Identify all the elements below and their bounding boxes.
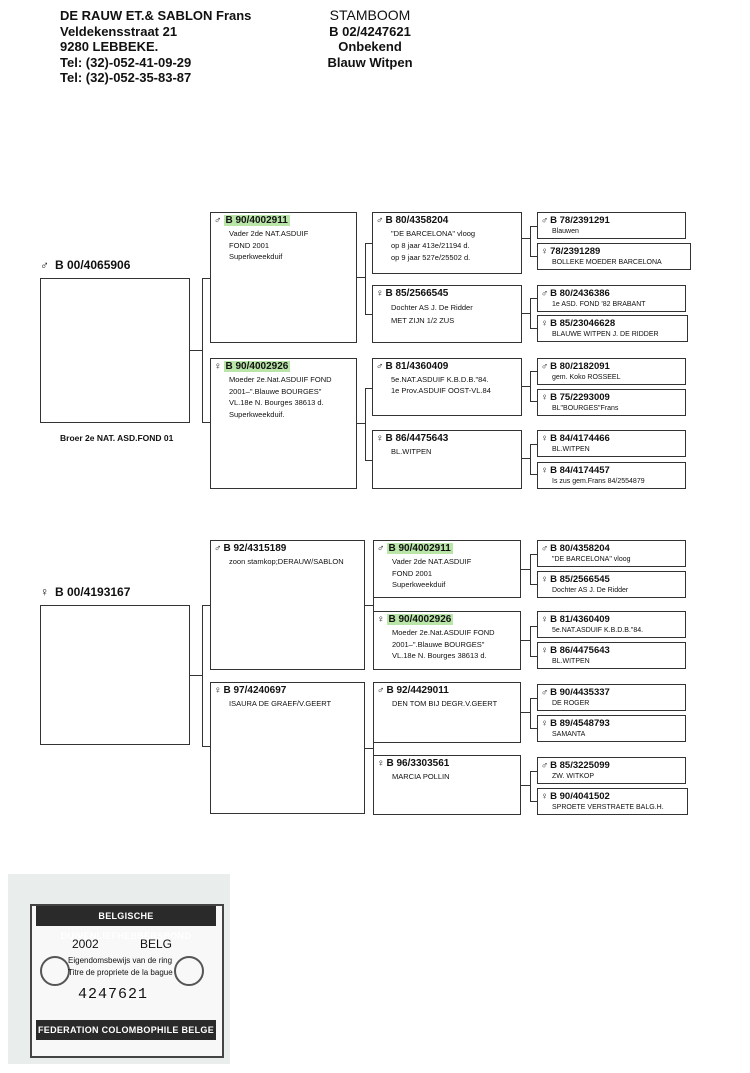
owner-street: Veldekensstraat 21 bbox=[60, 23, 178, 39]
male-icon: ♂ bbox=[376, 215, 384, 226]
female-icon: ♀ bbox=[541, 574, 549, 585]
sire-fmm-box bbox=[537, 315, 688, 342]
dam-ff-box bbox=[373, 540, 521, 598]
desc-line: VL.18e N. Bourges 38613 d. bbox=[392, 651, 487, 660]
sire-mmf-box bbox=[537, 430, 686, 457]
ring-number: B 78/2391291 bbox=[550, 215, 610, 226]
desc-line: Moeder 2e.Nat.ASDUIF FOND bbox=[229, 375, 332, 384]
ring-number: B 86/4475643 bbox=[385, 433, 449, 444]
sire-fm-box bbox=[372, 285, 522, 343]
desc-line: Moeder 2e.Nat.ASDUIF FOND bbox=[392, 628, 495, 637]
sire-heading bbox=[40, 258, 130, 272]
owner-city: 9280 LEBBEKE. bbox=[60, 39, 159, 54]
ring-number: B 85/2566545 bbox=[385, 288, 449, 299]
desc-line: "DE BARCELONA" vloog bbox=[391, 229, 476, 238]
desc-line: 1e Prov.ASDUIF OOST-VL.84 bbox=[391, 386, 491, 395]
female-icon: ♀ bbox=[214, 685, 222, 696]
ring-number: B 90/4002911 bbox=[388, 543, 451, 554]
desc-line: ISAURA DE GRAEF/V.GEERT bbox=[229, 699, 332, 708]
male-icon: ♂ bbox=[376, 361, 384, 372]
ring-number: B 92/4429011 bbox=[386, 685, 449, 696]
desc-line: 1e ASD. FOND '82 BRABANT bbox=[552, 301, 646, 308]
ring-number: B 90/4002911 bbox=[225, 215, 288, 226]
sire-photo-frame bbox=[40, 278, 190, 423]
dam-fm-box bbox=[373, 611, 521, 670]
sire-mf-box bbox=[372, 358, 522, 416]
desc-line: FOND 2001 bbox=[229, 240, 270, 250]
ring-number: B 90/4041502 bbox=[550, 791, 610, 802]
desc-line: "DE BARCELONA" vloog bbox=[552, 556, 631, 563]
card-line-nl: Eigendomsbewijs van de ring bbox=[68, 956, 173, 965]
female-icon: ♀ bbox=[541, 645, 549, 656]
desc-line: BL"BOURGES"Frans bbox=[552, 405, 619, 412]
desc-line: BL.WITPEN bbox=[552, 446, 590, 453]
male-icon: ♂ bbox=[377, 543, 385, 554]
dam-ffm-box bbox=[537, 571, 686, 598]
ring-number: B 85/23046628 bbox=[550, 318, 616, 329]
male-icon: ♂ bbox=[541, 361, 549, 372]
desc-line: Superkweekduif. bbox=[229, 409, 285, 419]
female-icon: ♀ bbox=[541, 718, 549, 729]
female-icon: ♀ bbox=[541, 465, 549, 476]
dam-mmm-box bbox=[537, 788, 688, 815]
owner-name: DE RAUW ET.& SABLON Frans bbox=[60, 8, 252, 23]
desc-line: ZW. WITKOP bbox=[552, 773, 594, 780]
ring-number: B 97/4240697 bbox=[223, 685, 287, 696]
desc-line: VL.18e N. Bourges 38613 d. bbox=[229, 398, 324, 407]
ring-number: B 80/2182091 bbox=[550, 361, 610, 372]
desc-line: FOND 2001 bbox=[392, 568, 433, 578]
male-icon: ♂ bbox=[541, 215, 549, 226]
dam-mfm-box bbox=[537, 715, 686, 742]
female-icon: ♀ bbox=[541, 318, 549, 329]
ring-number: B 92/4315189 bbox=[223, 543, 287, 554]
dam-heading bbox=[40, 585, 130, 599]
ring-number: B 96/3303561 bbox=[386, 758, 450, 769]
sire-fmf-box bbox=[537, 285, 686, 312]
dam-fmf-box bbox=[537, 611, 686, 638]
ring-number: B 90/4435337 bbox=[550, 687, 610, 698]
card-country: BELG bbox=[140, 937, 173, 951]
desc-line: 5e.NAT.ASDUIF K.B.D.B."84. bbox=[552, 627, 644, 634]
desc-line: 5e.NAT.ASDUIF K.B.D.B."84. bbox=[391, 375, 489, 384]
male-icon: ♂ bbox=[541, 543, 549, 554]
crown-emblem-icon bbox=[174, 956, 204, 986]
ring-number: B 81/4360409 bbox=[550, 614, 610, 625]
dam-mm-box bbox=[373, 755, 521, 815]
desc-line: BLAUWE WITPEN J. DE RIDDER bbox=[552, 331, 659, 338]
subject-name: Onbekend bbox=[338, 39, 402, 54]
ring-number: B 80/2436386 bbox=[550, 288, 610, 299]
desc-line: MARCIA POLLIN bbox=[392, 772, 450, 781]
sire-caption: Broer 2e NAT. ASD.FOND 01 bbox=[60, 433, 174, 443]
female-icon: ♀ bbox=[376, 433, 384, 444]
sire-ffm-box bbox=[537, 243, 691, 270]
desc-line: MET ZIJN 1/2 ZUS bbox=[391, 316, 455, 325]
desc-line: DEN TOM BIJ DEGR.V.GEERT bbox=[392, 699, 498, 708]
male-icon: ♂ bbox=[541, 760, 549, 771]
male-icon: ♂ bbox=[214, 215, 222, 226]
ring-number: B 85/3225099 bbox=[550, 760, 610, 771]
desc-line: SAMANTA bbox=[552, 731, 586, 738]
subject-color: Blauw Witpen bbox=[327, 54, 413, 70]
dam-mother-box bbox=[210, 682, 365, 814]
male-icon: ♂ bbox=[541, 687, 549, 698]
ring-number: B 84/4174466 bbox=[550, 433, 610, 444]
sire-mff-box bbox=[537, 358, 686, 385]
female-icon: ♀ bbox=[541, 433, 549, 444]
male-icon: ♂ bbox=[377, 685, 385, 696]
sire-father-box bbox=[210, 212, 357, 343]
female-icon: ♀ bbox=[541, 614, 549, 625]
dam-photo-frame bbox=[40, 605, 190, 745]
dam-fff-box bbox=[537, 540, 686, 567]
ring-number: B 81/4360409 bbox=[385, 361, 449, 372]
sire-ring: B 00/4065906 bbox=[55, 258, 131, 272]
female-icon: ♀ bbox=[377, 614, 385, 625]
desc-line: Blauwen bbox=[552, 228, 579, 235]
dam-mf-box bbox=[373, 682, 521, 743]
ring-number: B 86/4475643 bbox=[550, 645, 610, 656]
male-icon: ♂ bbox=[214, 543, 222, 554]
desc-line: Vader 2de NAT.ASDUIF bbox=[392, 557, 472, 566]
female-icon: ♀ bbox=[541, 246, 549, 257]
desc-line: 2001–".Blauwe BOURGES" bbox=[229, 386, 322, 396]
card-line-fr: Titre de propriete de la bague bbox=[68, 968, 173, 977]
ring-number: 78/2391289 bbox=[550, 246, 601, 257]
sire-ff-box bbox=[372, 212, 522, 274]
dam-mff-box bbox=[537, 684, 686, 711]
ring-number: B 84/4174457 bbox=[550, 465, 610, 476]
ring-number: B 89/4548793 bbox=[550, 718, 610, 729]
desc-line: zoon stamkop;DERAUW/SABLON bbox=[229, 557, 344, 566]
ring-number: B 80/4358204 bbox=[550, 543, 610, 554]
owner-phone-1: Tel: (32)-052-41-09-29 bbox=[60, 54, 192, 70]
ring-number: B 90/4002926 bbox=[225, 361, 289, 372]
sire-mfm-box bbox=[537, 389, 686, 416]
desc-line: BL.WITPEN bbox=[391, 447, 432, 456]
desc-line: op 9 jaar 527e/25502 d. bbox=[391, 253, 471, 262]
card-ring-number: 4247621 bbox=[78, 986, 149, 1003]
desc-line: gem. Koko ROSSEEL bbox=[552, 374, 621, 381]
female-icon: ♀ bbox=[376, 288, 384, 299]
male-icon: ♂ bbox=[541, 288, 549, 299]
desc-line: BL.WITPEN bbox=[552, 658, 590, 665]
dam-fmm-box bbox=[537, 642, 686, 669]
female-icon: ♀ bbox=[214, 361, 222, 372]
desc-line: BOLLEKE MOEDER BARCELONA bbox=[552, 259, 662, 266]
desc-line: SPROETE VERSTRAETE BALG.H. bbox=[552, 804, 664, 811]
ring-number: B 90/4002926 bbox=[388, 614, 452, 625]
desc-line: Superkweekduif bbox=[229, 252, 283, 261]
dam-father-box bbox=[210, 540, 365, 670]
dam-ring: B 00/4193167 bbox=[55, 585, 131, 599]
desc-line: 2001–".Blauwe BOURGES" bbox=[392, 639, 485, 649]
female-icon: ♀ bbox=[541, 392, 549, 403]
sire-fff-box bbox=[537, 212, 686, 239]
ring-number: B 75/2293009 bbox=[550, 392, 610, 403]
page-title: STAMBOOM bbox=[329, 7, 411, 23]
sire-mm-box bbox=[372, 430, 522, 489]
male-icon: ♂ bbox=[40, 258, 49, 272]
owner-phone-2: Tel: (32)-052-35-83-87 bbox=[60, 70, 192, 85]
dam-mmf-box bbox=[537, 757, 686, 784]
card-top-banner: BELGISCHE DUIVENLIEFHEBBERSBOND bbox=[36, 906, 216, 926]
ornament-left-icon bbox=[40, 956, 70, 986]
female-icon: ♀ bbox=[541, 791, 549, 802]
desc-line: Is zus gem.Frans 84/2554879 bbox=[552, 478, 645, 485]
pedigree-header bbox=[300, 8, 440, 70]
owner-address-block bbox=[60, 8, 251, 86]
desc-line: Vader 2de NAT.ASDUIF bbox=[229, 229, 309, 238]
desc-line: op 8 jaar 413e/21194 d. bbox=[391, 241, 470, 250]
female-icon: ♀ bbox=[40, 585, 49, 599]
desc-line: DE ROGER bbox=[552, 700, 590, 707]
ring-number: B 85/2566545 bbox=[550, 574, 610, 585]
card-year: 2002 bbox=[72, 937, 99, 951]
subject-ring: B 02/4247621 bbox=[329, 23, 411, 39]
desc-line: Superkweekduif bbox=[392, 580, 446, 589]
ring-ownership-card bbox=[8, 874, 230, 1064]
sire-mmm-box bbox=[537, 462, 686, 489]
desc-line: Dochter AS J. De Ridder bbox=[552, 587, 629, 594]
desc-line: Dochter AS J. De Ridder bbox=[391, 303, 473, 312]
female-icon: ♀ bbox=[377, 758, 385, 769]
ring-number: B 80/4358204 bbox=[385, 215, 449, 226]
card-bottom-banner: FEDERATION COLOMBOPHILE BELGE bbox=[36, 1020, 216, 1040]
sire-mother-box bbox=[210, 358, 357, 489]
